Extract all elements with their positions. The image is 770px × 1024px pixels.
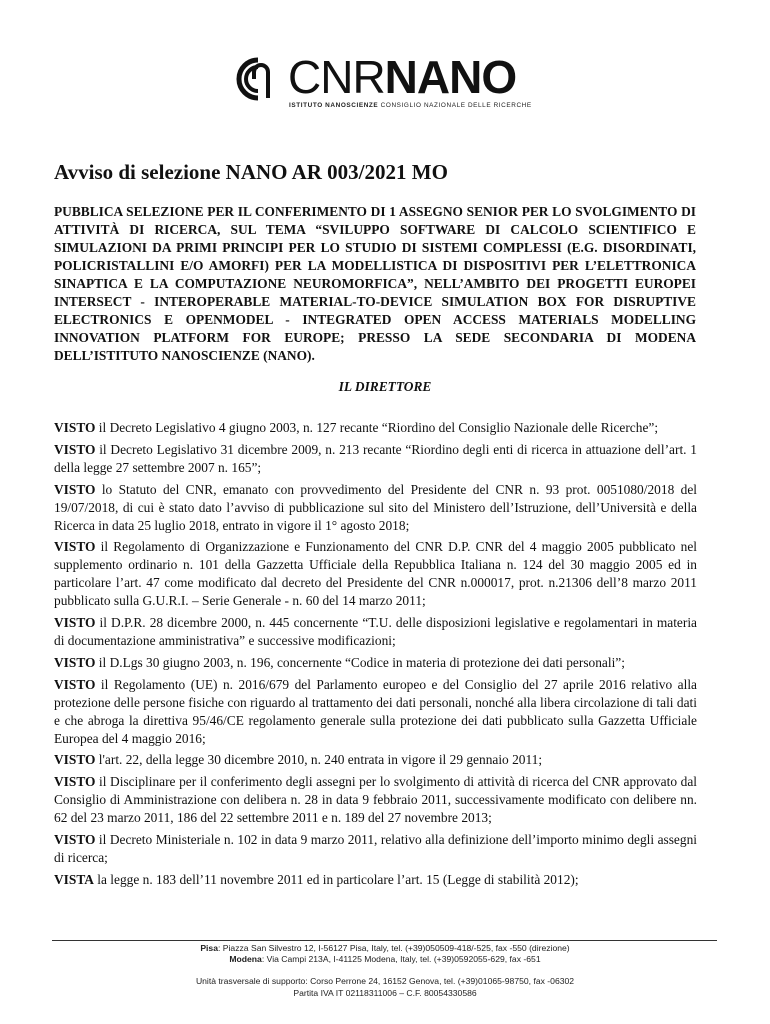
clause-item xyxy=(54,871,697,889)
clause-text: il Decreto Ministeriale n. 102 in data 9 marzo 2011, relativo alla definizione dell’importo minimo degli assegni di ricerca; xyxy=(54,832,697,865)
clause-item xyxy=(54,751,697,769)
footer-modena-line: Modena: Via Campi 213A, I-41125 Modena, Italy, tel. (+39)0592055-629, fax -651 xyxy=(229,954,541,965)
clause-text: il Regolamento di Organizzazione e Funzionamento del CNR D.P. CNR del 4 maggio 2005 pubblicato nel supplemento ordinario n. 101 della Gazzetta Ufficiale della Repubblica Italiana n. 124 del 30 maggio 2005 ed in particolare l’art. 47 come modificato dal decreto del Presidente del CNR n.000017, prot. n.21306 dell’8 marzo 2011 pubblicato sulla G.U.R.I. – Serie Generale - n. 60 del 14 marzo 2011; xyxy=(54,539,697,609)
cnr-nano-logo xyxy=(228,51,532,114)
clause-text: il Decreto Legislativo 31 dicembre 2009, n. 213 recante “Riordino degli enti di ricerca in attuazione dell’art. 1 della legge 27 settembre 2007 n. 165”; xyxy=(54,441,697,475)
notice-subject: PUBBLICA SELEZIONE PER IL CONFERIMENTO DI 1 ASSEGNO SENIOR PER LO SVOLGIMENTO DI ATTIVITÀ DI RICERCA, SUL TEMA “SVILUPPO SOFTWARE DI CALCOLO SCIENTIFICO E SIMULAZIONI DA PRIMI PRINCIPI PER LO STUDIO DI SISTEMI COMPLESSI (E.G. DISORDINATI, POLICRISTALLINI E/O AMORFI) PER LA MODELLISTICA DI DISPOSITIVI PER L’ELETTRONICA SINAPTICA E LA COMPUTAZIONE NEUROMORFICA”, NELL’AMBITO DEI PROGETTI EUROPEI INTERSECT - INTEROPERABLE MATERIAL-TO-DEVICE SIMULATION BOX FOR DISRUPTIVE ELECTRONICS E OPENMODEL - INTEGRATED OPEN ACCESS MATERIALS MODELLING INNOVATION PLATFORM FOR EUROPE; PRESSO LA SEDE SECONDARIA DI MODENA DELL’ISTITUTO NANOSCIENZE (NANO). xyxy=(54,204,696,363)
clause-text: il Decreto Legislativo 4 giugno 2003, n. 127 recante “Riordino del Consiglio Nazionale delle Ricerche”; xyxy=(95,420,659,435)
clause-item xyxy=(54,419,697,437)
logo-wordmark: CNRNANO xyxy=(288,51,517,103)
director-heading: IL DIRETTORE xyxy=(338,379,432,394)
clause-item xyxy=(54,676,697,748)
clause-item xyxy=(54,481,697,535)
clause-text: la legge n. 183 dell’11 novembre 2011 ed in particolare l’art. 15 (Legge di stabilità 2012); xyxy=(93,871,579,887)
clause-text: il Disciplinare per il conferimento degli assegni per lo svolgimento di attività di ricerca del CNR approvato dal Consiglio di Amministrazione con delibera n. 28 in data 9 febbraio 2011, successivamente modificato con delibere nn. 62 del 23 marzo 2011, 186 del 22 settembre 2011 e n. 189 del 27 novembre 2013; xyxy=(54,774,697,826)
clauses-list xyxy=(54,419,697,893)
footer-genova-line: Unità trasversale di supporto: Corso Perrone 24, 16152 Genova, tel. (+39)01065-98750, fax -06302 xyxy=(195,976,575,987)
clause-keyword: VISTO xyxy=(54,420,96,435)
clause-item xyxy=(54,614,697,650)
logo-subtitle: ISTITUTO NANOSCIENZE CONSIGLIO NAZIONALE DELLE RICERCHE xyxy=(289,102,532,109)
clause-keyword: VISTO xyxy=(54,539,96,555)
notice-title: Avviso di selezione NANO AR 003/2021 MO xyxy=(54,160,448,184)
clause-keyword: VISTO xyxy=(54,676,96,692)
clause-item xyxy=(54,538,697,610)
clause-text: lo Statuto del CNR, emanato con provvedimento del Presidente del CNR n. 93 prot. 0051080/2018 del 19/07/2018, di cui è stato dato l’avviso di pubblicazione sul sito del Ministero dell’Istruzione, dell’Università e della Ricerca in data 25 luglio 2018, entrato in vigore il 1° agosto 2018; xyxy=(54,481,697,533)
clause-text: il Regolamento (UE) n. 2016/679 del Parlamento europeo e del Consiglio del 27 aprile 2016 relativo alla protezione delle persone fisiche con riguardo al trattamento dei dati personali, nonché alla libera circolazione di tali dati e che abroga la direttiva 95/46/CE regolamento generale sulla protezione dei dati pubblicato sulla Gazzetta Ufficiale Europea del 4 maggio 2016; xyxy=(54,676,697,746)
clause-keyword: VISTA xyxy=(54,871,94,887)
footer-divider xyxy=(52,940,717,941)
clause-keyword: VISTO xyxy=(54,481,96,497)
footer-vat-line: Partita IVA IT 02118311006 – C.F. 80054330586 xyxy=(293,987,477,998)
clause-text: il D.P.R. 28 dicembre 2000, n. 445 concernente “T.U. delle disposizioni legislative e regolamentari in materia di documentazione amministrativa” e successive modificazioni; xyxy=(54,615,697,648)
footer-pisa-line: Pisa: Piazza San Silvestro 12, I-56127 Pisa, Italy, tel. (+39)050509-418/-525, fax -550 (direzione) xyxy=(200,943,570,953)
clause-keyword: VISTO xyxy=(54,654,96,670)
clause-keyword: VISTO xyxy=(54,832,96,848)
clause-keyword: VISTO xyxy=(54,441,96,457)
clause-keyword: VISTO xyxy=(54,615,96,631)
clause-item xyxy=(54,441,697,477)
clause-text: il D.Lgs 30 giugno 2003, n. 196, concernente “Codice in materia di protezione dei dati personali”; xyxy=(95,654,625,670)
clause-item xyxy=(54,654,697,672)
clause-keyword: VISTO xyxy=(54,774,96,790)
clause-text: l'art. 22, della legge 30 dicembre 2010, n. 240 entrata in vigore il 29 gennaio 2011; xyxy=(95,752,543,768)
cnr-logo-mark-icon xyxy=(228,56,286,102)
clause-item xyxy=(54,831,697,867)
clause-item xyxy=(54,773,697,827)
footer xyxy=(0,943,770,999)
clause-keyword: VISTO xyxy=(54,752,96,768)
